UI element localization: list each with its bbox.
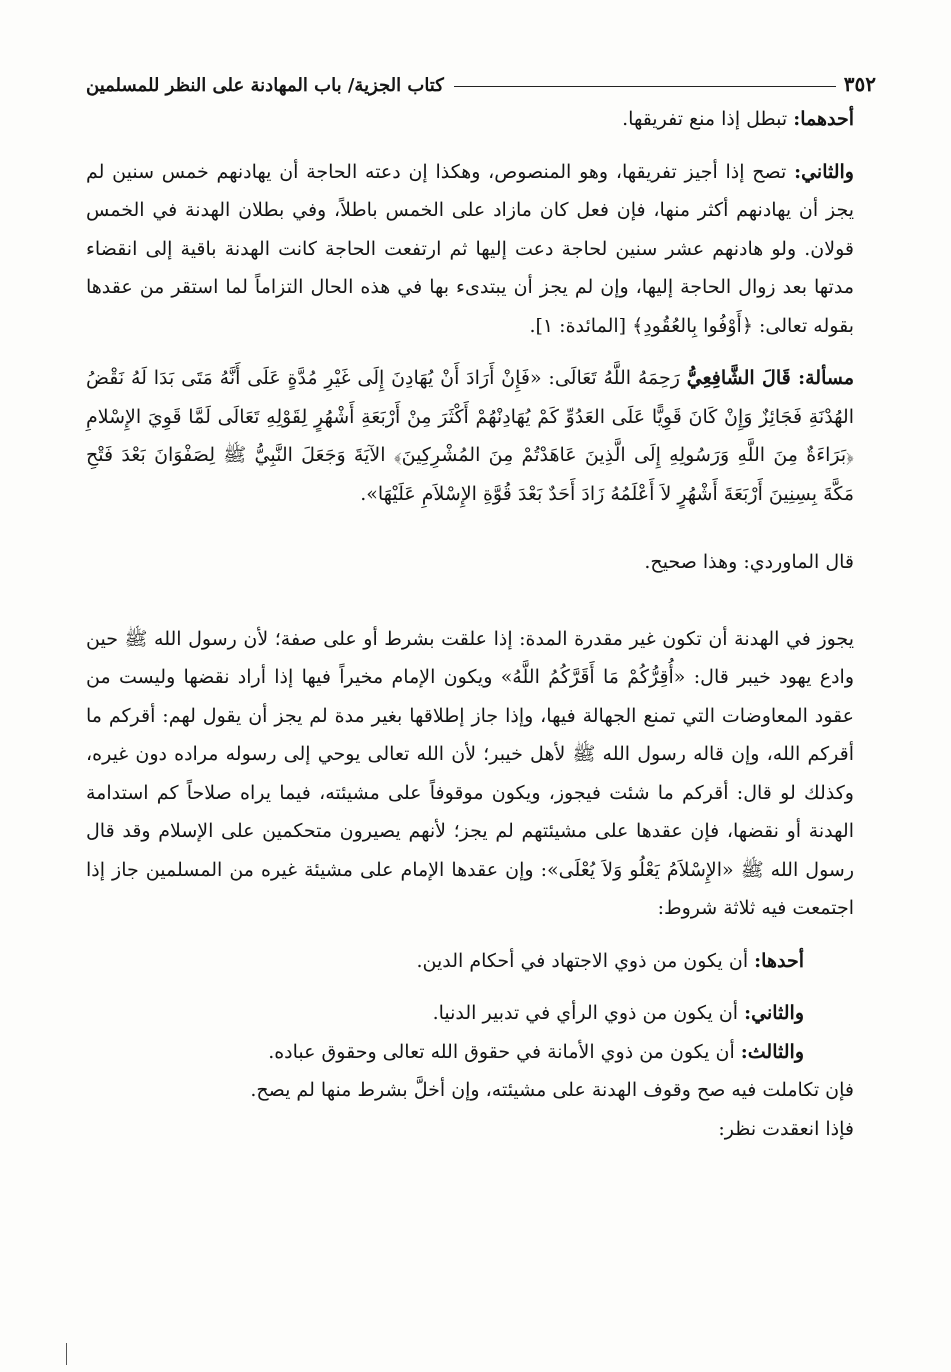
condition-text: أن يكون من ذوي الاجتهاد في أحكام الدين.: [416, 949, 749, 972]
paragraph-first-opinion: [86, 100, 876, 139]
spacer: [86, 582, 876, 620]
condition-text: أن يكون من ذوي الأمانة في حقوق الله تعالى وحقوق عباده.: [268, 1040, 735, 1063]
margin-mark: [66, 1343, 67, 1365]
paragraph-masala-shafii: [86, 359, 876, 513]
paragraph-unspecified-truce: [86, 620, 876, 928]
paragraph-text: رَحِمَهُ اللَّهُ تَعَالَى: «فَإِنْ أَرَادَ أَنْ يُهَادِنَ إِلَى غَيْرِ مُدَّةٍ عَلَى أَنَّهُ مَتَى بَدَا لَهُ نَقْضُ الهُدْنَةِ فَجَائِزٌ وَإِنْ كَانَ قَوِيًّا عَلَى العَدُوِّ كَمْ يُهَادِنْهُمْ أَكْثَرَ مِنْ أَرْبَعَةِ أَشْهُرٍ لِقَوْلِهِ تَعَالَى لَمَّا قَوِيَ الإِسْلامِ ﴿بَرَاءَةٌ مِنَ اللَّهِ وَرَسُولِهِ إِلَى الَّذِينَ عَاهَدْتُمْ مِنَ المُشْرِكِينَ﴾ الآيَةَ وَجَعَلَ النَّبِيُّ ﷺ لِصَفْوَانَ بَعْدَ فَتْحِ مَكَّةَ بِسِنِينَ أَرْبَعَةَ أَشْهُرٍ لاَ أَعْلَمُهُ زَادَ أَحَدٌ بَعْدَ قُوَّةِ الإِسْلاَمِ عَلَيْهَا».: [86, 367, 854, 505]
paragraph-label: والثاني:: [794, 160, 854, 183]
paragraph-text: قال الماوردي: وهذا صحيح.: [644, 551, 854, 573]
condition-label: والثاني:: [744, 1002, 804, 1024]
condition-label: أحدها:: [754, 949, 804, 972]
paragraph-if-concluded: [86, 1110, 876, 1149]
paragraph-second-opinion: [86, 153, 876, 346]
page-header: [86, 62, 876, 96]
paragraph-mawardi: [86, 543, 876, 582]
paragraph-text: يجوز في الهدنة أن تكون غير مقدرة المدة: إذا علقت بشرط أو على صفة؛ لأن رسول الله ﷺ حين وادع يهود خيبر قال: «أُقِرُّكُمْ مَا أَقَرَّكُمُ اللَّهُ» ويكون الإمام مخيراً فيها إذا أراد نقضها وليست من عقود المعاوضات التي تمنع الجهالة فيها، وإذا جاز إطلاقها بغير مدة لم يجز أن يقول لهم: أقركم ما أقركم الله، وإن قاله رسول الله ﷺ لأهل خيبر؛ لأن الله تعالى يوحي إلى رسوله مراده دون غيره، وكذلك لو قال: أقركم ما شئت فيجوز، ويكون موقوفاً على مشيئته، فيما يراه صلاحاً كم استدامة الهدنة أو نقضها، فإن عقدها على مشيئتهم لم يجز؛ لأنهم يصيرون متحكمين على الإسلام وقد قال رسول الله ﷺ «الإِسْلاَمُ يَعْلُو وَلاَ يُعْلَى»: وإن عقدها الإمام على مشيئة غيره من المسلمين جاز إذا اجتمعت فيه ثلاثة شروط:: [86, 627, 854, 919]
spacer: [86, 980, 876, 994]
paragraph-text: فإذا انعقدت نظر:: [718, 1117, 854, 1140]
page-number: ٣٥٢: [843, 72, 876, 96]
condition-label: والثالث:: [740, 1040, 804, 1063]
spacer: [86, 345, 876, 359]
condition-third: [86, 1033, 876, 1072]
spacer: [86, 139, 876, 153]
paragraph-text: فإن تكاملت فيه صح وقوف الهدنة على مشيئته، وإن أخلَّ بشرط منها لم يصح.: [250, 1079, 854, 1101]
paragraph-label: أحدهما:: [793, 108, 854, 130]
condition-second: [86, 994, 876, 1033]
paragraph-text: تصح إذا أجيز تفريقها، وهو المنصوص، وهكذا إن دعته الحاجة أن يهادنهم خمس سنين لم يجز أن يهادنهم أكثر منها، فإن فعل كان مازاد على الخمس باطلاً، وفي بطلان الهدنة في الخمس قولان. ولو هادنهم عشر سنين لحاجة دعت إليها ثم ارتفعت الحاجة كانت الهدنة باقية إلى انقضاء مدتها بعد زوال الحاجة إليها، وإن لم يجز أن يبتدىء بها في هذه الحال التزاماً لما استقر من عقدها بقوله تعالى: ﴿أَوْفُوا بِالعُقُودِ﴾ [المائدة: ١].: [86, 160, 854, 337]
spacer: [86, 513, 876, 543]
page-body: [86, 100, 876, 1148]
paragraph-conditions-complete: [86, 1071, 876, 1110]
paragraph-text: تبطل إذا منع تفريقها.: [622, 108, 788, 130]
condition-text: أن يكون من ذوي الرأي في تدبير الدنيا.: [432, 1002, 739, 1024]
running-title: كتاب الجزية/ باب المهادنة على النظر للمسلمين: [86, 75, 444, 96]
spacer: [86, 928, 876, 942]
condition-first: [86, 942, 876, 981]
header-rule: [454, 86, 836, 87]
masala-heading: مسألة: قَالَ الشَّافِعِيُّ: [686, 367, 855, 389]
